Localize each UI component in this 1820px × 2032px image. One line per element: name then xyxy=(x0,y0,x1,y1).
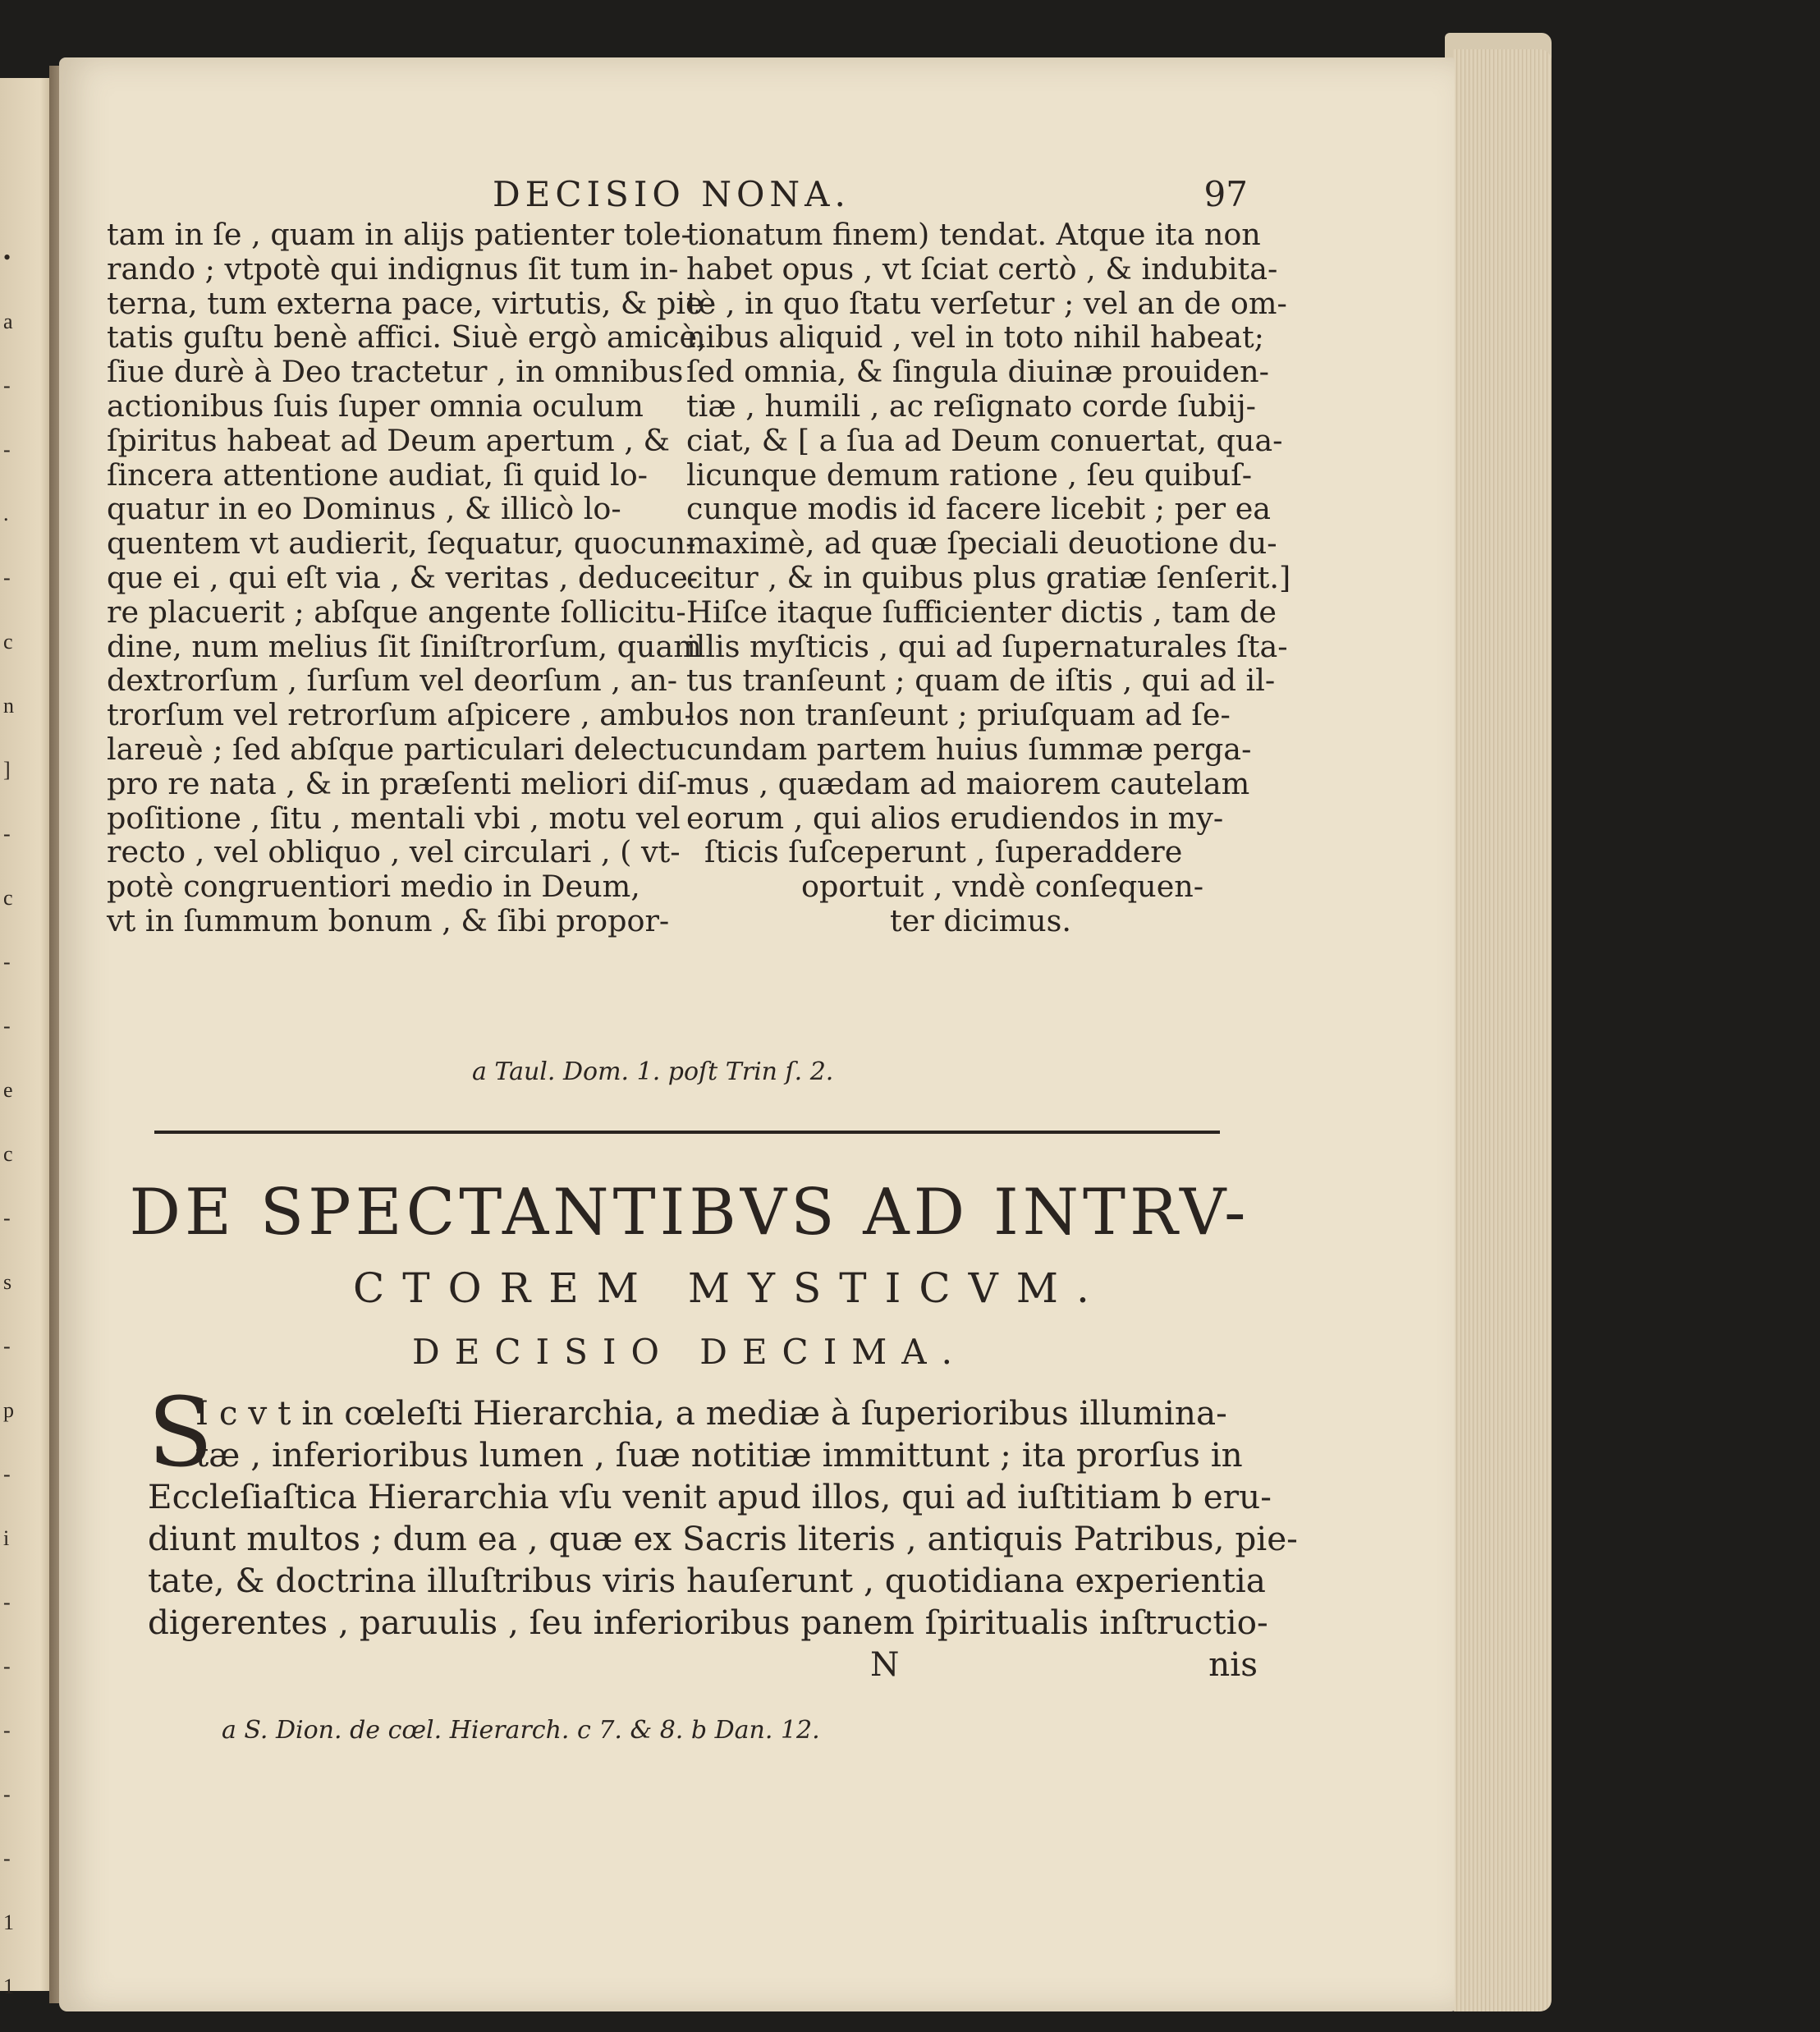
margin-letter: - xyxy=(3,1782,11,1806)
running-head-title: DECISIO NONA. xyxy=(493,174,850,214)
text-line: ſincera attentione audiat, ſi quid lo- xyxy=(107,456,648,493)
page-number: 97 xyxy=(1203,174,1248,214)
text-line: rando ; vtpotè qui indignus ſit tum in- xyxy=(107,250,679,287)
margin-letter: - xyxy=(3,822,11,846)
text-line: tam in ſe , quam in alijs patienter tole- xyxy=(107,217,691,252)
text-line: Hiſce itaque ſufficienter dictis , tam de xyxy=(686,594,1277,630)
margin-letter: - xyxy=(3,1718,11,1742)
margin-letter: e xyxy=(3,1078,13,1102)
text-line: poſitione , ſitu , mentali vbi , motu vel xyxy=(107,800,681,836)
margin-letter: - xyxy=(3,950,11,974)
text-line: quentem vt audierit, ſequatur, quocun- xyxy=(107,525,696,562)
right-text-column xyxy=(686,217,1291,938)
text-line: dine, num melius ſit ſiniſtrorſum, quam xyxy=(107,628,702,664)
text-line: ſticis ſuſceperunt , ſuperaddere xyxy=(704,834,1183,870)
text-line: maximè, ad quæ ſpeciali deuotione du- xyxy=(686,525,1277,562)
margin-letter: - xyxy=(3,1206,11,1230)
section-divider-rule xyxy=(154,1131,1220,1134)
margin-letter: 1 xyxy=(3,1975,14,1998)
text-line: tatis guſtu benè affici. Siuè ergò amicè, xyxy=(107,319,707,355)
text-line: lareuè ; ſed abſque particulari delectu xyxy=(107,731,686,767)
text-line: diunt multos ; dum ea , quæ ex Sacris literis , antiquis Patribus, pie- xyxy=(148,1519,1298,1558)
text-line: eorum , qui alios erudiendos in my- xyxy=(686,800,1224,836)
text-line: dextrorſum , ſurſum vel deorſum , an- xyxy=(107,663,678,699)
margin-letter: 1 xyxy=(3,1910,14,1934)
margin-letter: - xyxy=(3,438,11,461)
text-line: tionatum finem) tendat. Atque ita non xyxy=(686,217,1261,252)
chapter-heading-continuation: CTOREM MYSTICVM. xyxy=(353,1264,1107,1312)
margin-letter: . xyxy=(3,502,9,525)
margin-letter: - xyxy=(3,374,11,397)
text-line: tæ , inferioribus lumen , ſuæ notitiæ immittunt ; ita prorſus in xyxy=(195,1435,1243,1475)
margin-letter: - xyxy=(3,1014,11,1038)
margin-letter: - xyxy=(3,1590,11,1614)
margin-letter: n xyxy=(3,694,14,718)
signature-mark: N xyxy=(870,1644,900,1684)
text-line: Eccleſiaſtica Hierarchia vſu venit apud illos, qui ad iuſtitiam b eru- xyxy=(148,1477,1272,1516)
text-line: que ei , qui eſt via , & veritas , deduce- xyxy=(107,559,699,595)
text-line: re placuerit ; abſque angente ſollicitu- xyxy=(107,594,686,630)
left-text-column xyxy=(107,217,713,938)
margin-letter: - xyxy=(3,566,11,589)
text-line: recto , vel obliquo , vel circulari , ( vt- xyxy=(107,834,681,870)
text-line: cundam partem huius ſummæ perga- xyxy=(686,731,1252,767)
text-line: oportuit , vndè conſequen- xyxy=(801,869,1204,905)
margin-letter: - xyxy=(3,1462,11,1486)
margin-letter: c xyxy=(3,630,13,654)
chapter-heading: DE SPECTANTIBVS AD INTRV- xyxy=(129,1176,1250,1250)
margin-letter: i xyxy=(3,1526,10,1550)
margin-letter: • xyxy=(3,245,11,269)
text-line: tè , in quo ſtatu verſetur ; vel an de om- xyxy=(686,285,1287,321)
text-line: citur , & in quibus plus gratiæ ſenſerit.] xyxy=(686,559,1291,595)
margin-letter: - xyxy=(3,1846,11,1870)
text-line: quatur in eo Dominus , & illicò lo- xyxy=(107,491,621,527)
text-line: I c v t in cœleſti Hierarchia, a mediæ à ſuperioribus illumina- xyxy=(195,1393,1227,1433)
signature-line xyxy=(148,1644,1264,1686)
text-line: ter dicimus. xyxy=(890,902,1071,938)
margin-letter: - xyxy=(3,1334,11,1358)
text-line: ſiue durè à Deo tractetur , in omnibus xyxy=(107,354,684,390)
margin-letter: s xyxy=(3,1270,12,1294)
text-line: tus tranſeunt ; quam de iſtis , qui ad il- xyxy=(686,663,1276,699)
margin-letter: - xyxy=(3,1654,11,1678)
margin-letter: a xyxy=(3,310,13,333)
running-head xyxy=(493,174,1248,215)
text-line: digerentes , paruulis , ſeu inferioribus panem ſpiritualis inſtructio- xyxy=(148,1603,1268,1642)
text-line: ciat, & [ a ſua ad Deum conuertat, qua- xyxy=(686,422,1283,458)
text-line: tiæ , humili , ac reſignato corde ſubij- xyxy=(686,388,1256,424)
text-line: habet opus , vt ſciat certò , & indubita- xyxy=(686,250,1278,287)
catchword: nis xyxy=(1208,1644,1258,1684)
text-line: mus , quædam ad maiorem cautelam xyxy=(686,765,1250,801)
text-line: vt in ſummum bonum , & ſibi propor- xyxy=(107,902,670,938)
text-line: licunque demum ratione , ſeu quibuſ- xyxy=(686,456,1253,493)
margin-letter: p xyxy=(3,1398,14,1422)
page-block-edges xyxy=(1453,49,1552,2011)
text-line: actionibus ſuis ſuper omnia oculum xyxy=(107,388,644,424)
previous-page-letters xyxy=(3,226,36,2019)
margin-letter: c xyxy=(3,886,13,910)
text-line: illis myſticis , qui ad ſupernaturales ſta- xyxy=(686,628,1288,664)
text-line: ſpiritus habeat ad Deum apertum , & xyxy=(107,422,671,458)
text-line: potè congruentiori medio in Deum, xyxy=(107,869,640,905)
text-line: trorſum vel retrorſum aſpicere , ambu- xyxy=(107,697,695,733)
margin-letter: c xyxy=(3,1142,13,1166)
chapter-body xyxy=(148,1378,1298,1686)
footnote-top: a Taul. Dom. 1. poſt Trin ſ. 2. xyxy=(472,1057,834,1086)
text-line: ſed omnia, & ſingula diuinæ prouiden- xyxy=(686,354,1269,390)
text-line: los non tranſeunt ; priuſquam ad ſe- xyxy=(686,697,1231,733)
drop-cap: S xyxy=(148,1378,213,1488)
text-line: pro re nata , & in præſenti meliori diſ- xyxy=(107,765,688,801)
text-line: nibus aliquid , vel in toto nihil habeat; xyxy=(686,319,1264,355)
footnote-bottom: a S. Dion. de cœl. Hierarch. c 7. & 8. b Dan. 12. xyxy=(222,1716,820,1745)
text-line: terna, tum externa pace, virtutis, & pie- xyxy=(107,285,713,321)
decision-heading: DECISIO DECIMA. xyxy=(412,1332,967,1372)
margin-letter: ] xyxy=(3,758,11,782)
text-line: cunque modis id facere licebit ; per ea xyxy=(686,491,1272,527)
text-line: tate, & doctrina illuſtribus viris hauſerunt , quotidiana experientia xyxy=(148,1561,1266,1600)
